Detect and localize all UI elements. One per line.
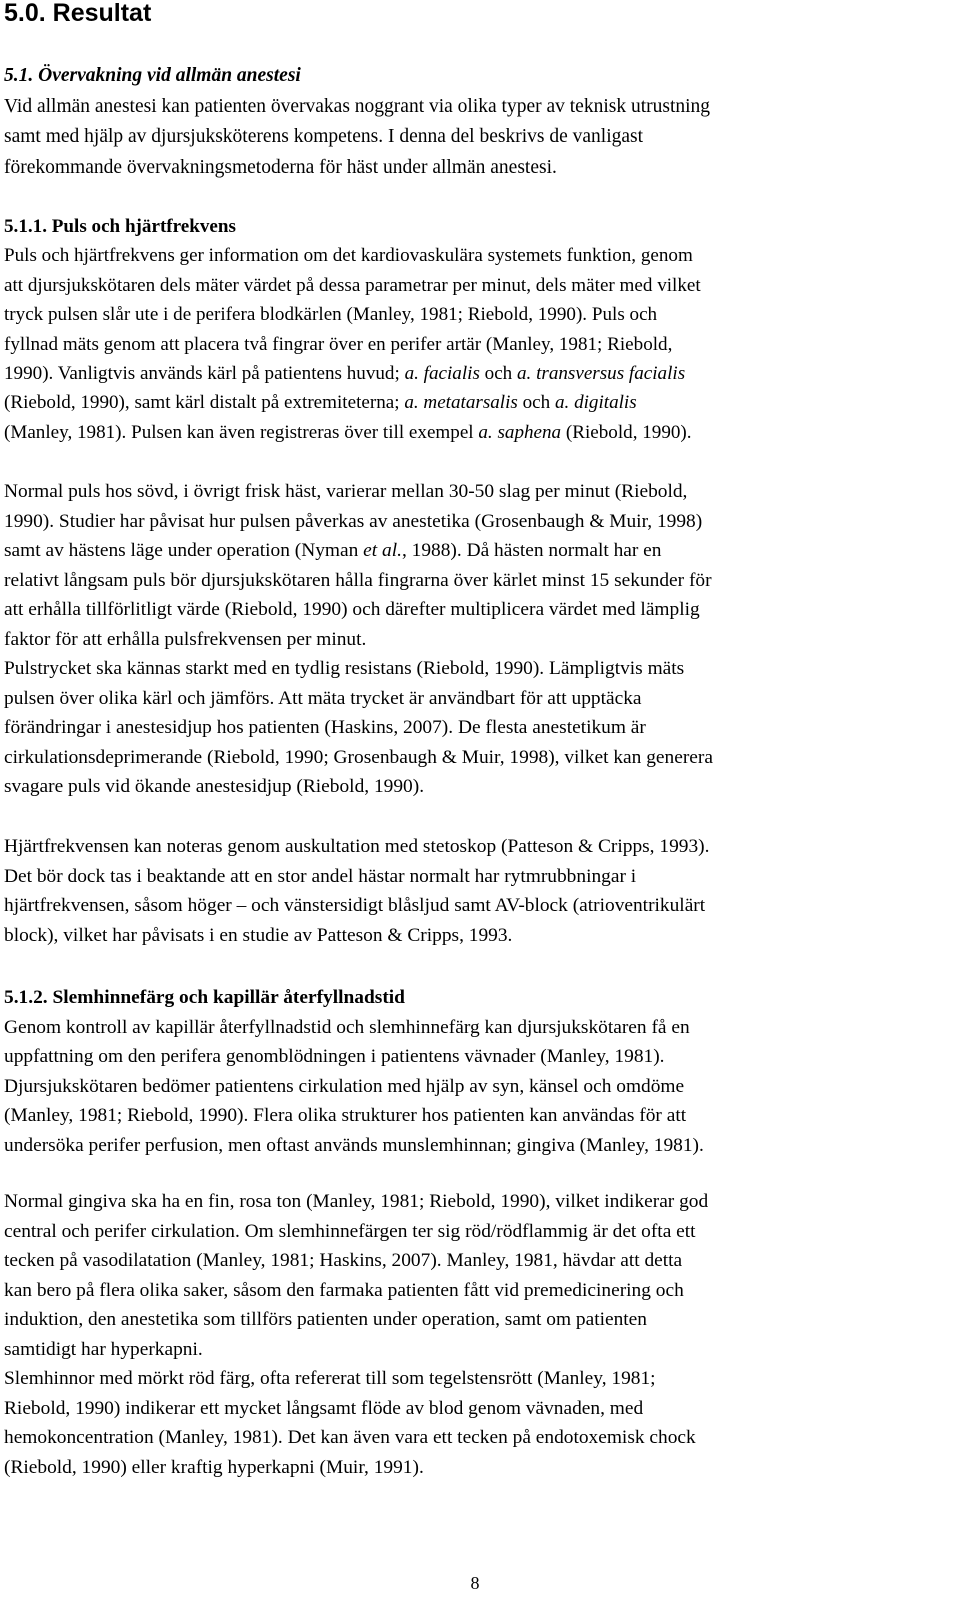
text-line: Djursjukskötaren bedömer patientens cirkulation med hjälp av syn, känsel och omdöme	[4, 1075, 685, 1097]
text-line: (Manley, 1981; Riebold, 1990). Flera olika strukturer hos patienten kan användas för att	[4, 1105, 687, 1126]
text-line: förekommande övervakningsmetoderna för häst under allmän anestesi.	[4, 156, 557, 178]
text-line: induktion, den anestetika som tillförs patienten under operation, samt om patienten	[4, 1309, 647, 1330]
text-line: undersöka perifer perfusion, men oftast används munslemhinnan; gingiva (Manley, 1981).	[4, 1134, 704, 1156]
paragraph-hjartfrekvens	[4, 832, 709, 950]
text-line: förändringar i anestesidjup hos patienten (Haskins, 2007). De flesta anestetikum är	[4, 717, 646, 738]
text-line: kan bero på flera olika saker, såsom den farmaka patienten fått vid premedicinering och	[4, 1279, 684, 1301]
text-line: (Manley, 1981). Pulsen kan även registreras över till exempel a. saphena (Riebold, 1990).	[4, 421, 692, 443]
text-line: hjärtfrekvensen, såsom höger – och vänstersidigt blåsljud samt AV-block (atrioventrikulärt	[4, 895, 706, 916]
text-line: uppfattning om den perifera genomblödningen i patientens vävnader (Manley, 1981).	[4, 1046, 665, 1067]
text-line: cirkulationsdeprimerande (Riebold, 1990; Grosenbaugh & Muir, 1998), vilket kan generera	[4, 746, 713, 768]
text-line: att erhålla tillförlitligt värde (Riebold, 1990) och därefter multiplicera värdet med lämplig	[4, 599, 700, 620]
text-line: (Riebold, 1990), samt kärl distalt på extremiteterna; a. metatarsalis och a. digitalis	[4, 392, 637, 414]
section-5-1-1	[4, 212, 701, 447]
text-line: Det bör dock tas i beaktande att en stor andel hästar normalt har rytmrubbningar i	[4, 865, 637, 887]
text-line: 1990). Vanligtvis används kärl på patientens huvud; a. facialis och a. transversus facialis	[4, 363, 686, 385]
text-line: svagare puls vid ökande anestesidjup (Riebold, 1990).	[4, 776, 425, 797]
text-line: Hjärtfrekvensen kan noteras genom auskultation med stetoskop (Patteson & Cripps, 1993).	[4, 836, 710, 857]
paragraph-normal-puls	[4, 477, 713, 802]
subsection-heading: 5.1.2. Slemhinnefärg och kapillär återfyllnadstid	[4, 987, 405, 1008]
text-line: Riebold, 1990) indikerar ett mycket långsamt flöde av blod genom vävnaden, med	[4, 1397, 644, 1419]
text-line: central och perifer cirkulation. Om slemhinnefärgen ter sig röd/rödflammig är det ofta ett	[4, 1220, 696, 1242]
paragraph-gingiva	[4, 1187, 708, 1482]
text-line: pulsen över olika kärl och jämförs. Att mäta trycket är användbart för att upptäcka	[4, 687, 642, 709]
text-line: fyllnad mäts genom att placera två fingrar över en perifer artär (Manley, 1981; Riebold,	[4, 333, 673, 355]
text-line: block), vilket har påvisats i en studie av Patteson & Cripps, 1993.	[4, 924, 513, 946]
text-line: samt av hästens läge under operation (Nyman et al., 1988). Då hästen normalt har en	[4, 540, 662, 561]
text-line: samtidigt har hyperkapni.	[4, 1338, 203, 1360]
text-line: att djursjukskötaren dels mäter värdet på dessa parametrar per minut, dels mäter med vilket	[4, 274, 701, 296]
text-line: Normal puls hos sövd, i övrigt frisk häst, varierar mellan 30-50 slag per minut (Riebold,	[4, 481, 688, 502]
text-line: samt med hjälp av djursjuksköterens kompetens. I denna del beskrivs de vanligast	[4, 126, 644, 147]
text-line: Slemhinnor med mörkt röd färg, ofta refererat till som tegelstensrött (Manley, 1981;	[4, 1368, 656, 1389]
section-5-1	[4, 61, 710, 183]
text-line: Vid allmän anestesi kan patienten övervakas noggrant via olika typer av teknisk utrustning	[4, 95, 711, 117]
text-line: relativt långsam puls bör djursjukskötaren hålla fingrarna över kärlet minst 15 sekunder för	[4, 569, 712, 591]
text-line: faktor för att erhålla pulsfrekvensen per minut.	[4, 628, 367, 650]
text-line: Genom kontroll av kapillär återfyllnadstid och slemhinnefärg kan djursjukskötaren få en	[4, 1016, 690, 1038]
section-heading: 5.1. Övervakning vid allmän anestesi	[4, 65, 301, 86]
page-number: 8	[470, 1573, 480, 1593]
text-line: Pulstrycket ska kännas starkt med en tydlig resistans (Riebold, 1990). Lämpligtvis mäts	[4, 658, 685, 679]
page-title: 5.0. Resultat	[4, 0, 152, 27]
text-line: (Riebold, 1990) eller kraftig hyperkapni (Muir, 1991).	[4, 1456, 424, 1478]
text-line: Normal gingiva ska ha en fin, rosa ton (Manley, 1981; Riebold, 1990), vilket indikerar god	[4, 1191, 709, 1212]
subsection-heading: 5.1.1. Puls och hjärtfrekvens	[4, 216, 236, 237]
text-line: tecken på vasodilatation (Manley, 1981; Haskins, 2007). Manley, 1981, hävdar att detta	[4, 1250, 683, 1271]
text-line: hemokoncentration (Manley, 1981). Det kan även vara ett tecken på endotoxemisk chock	[4, 1427, 696, 1448]
text-line: tryck pulsen slår ute i de perifera blodkärlen (Manley, 1981; Riebold, 1990). Puls och	[4, 304, 658, 326]
section-5-1-2	[4, 983, 704, 1160]
text-line: Puls och hjärtfrekvens ger information om det kardiovaskulära systemets funktion, genom	[4, 245, 693, 267]
text-line: 1990). Studier har påvisat hur pulsen påverkas av anestetika (Grosenbaugh & Muir, 1998)	[4, 510, 703, 532]
